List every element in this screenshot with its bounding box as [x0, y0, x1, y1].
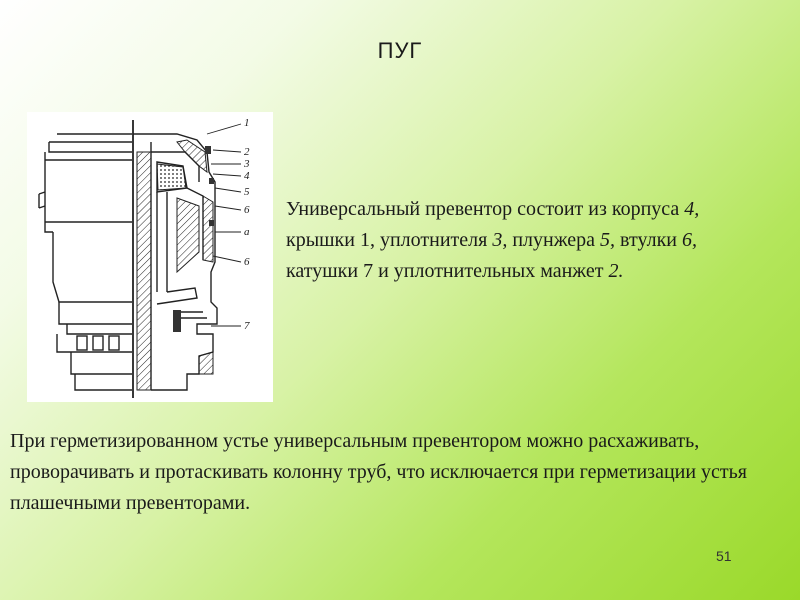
note-text: При герметизированном устье универсальным превентором можно расхаживать, проворачивать и протаскивать колонну труб, что исключается при герметизации устья плашечными превенторами.	[10, 430, 747, 514]
description-part: втулки	[615, 229, 682, 251]
part-number-6: 6,	[682, 229, 697, 251]
callout-7: 7	[244, 320, 250, 332]
callout-4: 4	[244, 170, 250, 182]
callout-1: 1	[244, 117, 250, 129]
description-text	[286, 194, 756, 287]
preventer-drawing	[27, 112, 273, 402]
part-number-3: 3,	[492, 229, 508, 251]
callout-2: 2	[244, 146, 250, 158]
page-number: 51	[716, 548, 732, 564]
part-number-4: 4,	[684, 198, 700, 220]
description-part: Универсальный превентор состоит из корпуса	[286, 198, 685, 220]
callout-6-upper: 6	[244, 204, 250, 216]
callout-5: 5	[244, 186, 250, 198]
callout-a: а	[244, 226, 250, 238]
part-number-5: 5,	[600, 229, 616, 251]
preventer-cross-section	[27, 112, 273, 402]
callout-3: 3	[244, 158, 250, 170]
description-part: плунжера	[507, 229, 601, 251]
part-number-2: 2.	[608, 260, 624, 282]
callout-6-lower: 6	[244, 256, 250, 268]
description-part: крышки 1, уплотнителя	[286, 229, 493, 251]
description-part: катушки 7 и уплотнительных манжет	[286, 260, 609, 282]
slide-title: ПУГ	[377, 38, 423, 63]
